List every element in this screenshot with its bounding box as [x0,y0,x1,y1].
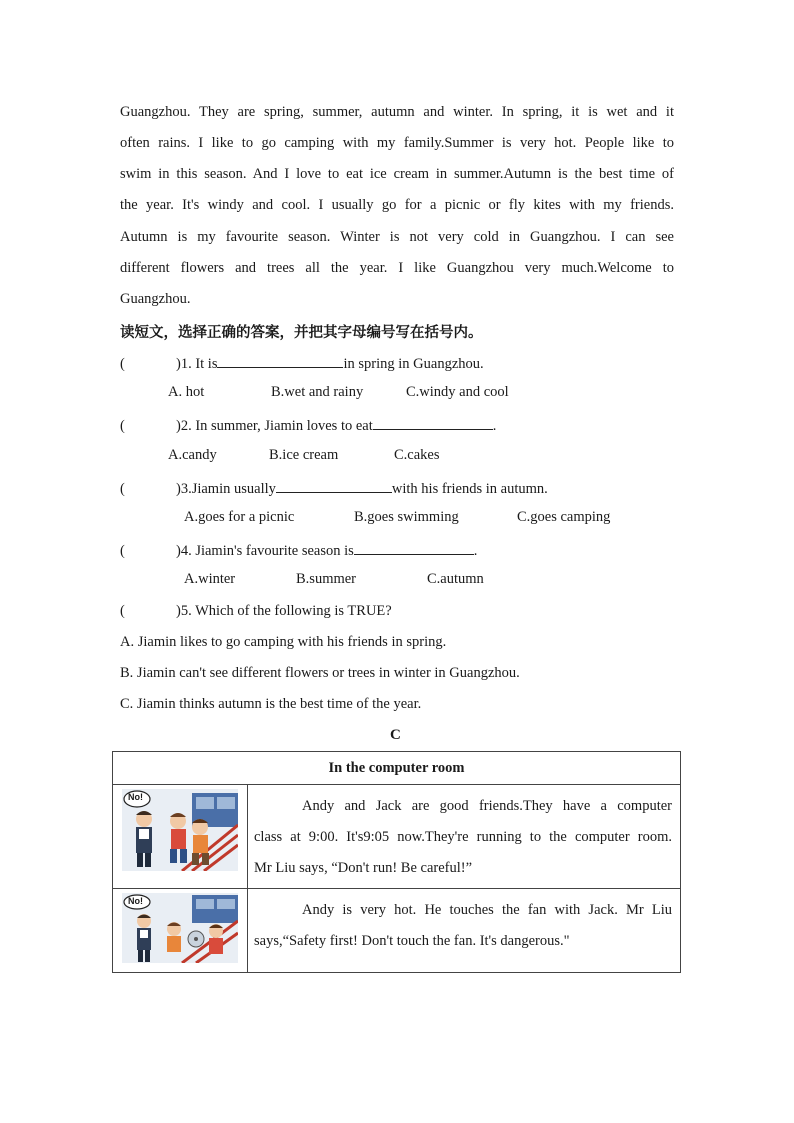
story-line: Andy and Jack are good friends.They have a computer [302,798,672,814]
comic-cell [113,785,248,889]
story-text-cell [248,785,681,889]
story-table [112,751,681,973]
answer-blank[interactable] [373,415,493,430]
question-4 [120,540,477,560]
answer-blank[interactable] [276,478,392,493]
passage-line: different flowers and trees all the year. I like Guangzhou very much.Welcome to [120,260,674,276]
passage-line: Guangzhou. [120,291,191,307]
passage-line: Guangzhou. They are spring, summer, autumn and winter. In spring, it is wet and it [120,104,674,120]
option-a[interactable]: A.winter [184,571,236,587]
option-a[interactable]: A. hot [168,384,205,400]
option-a[interactable]: A.goes for a picnic [184,509,295,525]
option-b[interactable]: B.wet and rainy [271,384,364,400]
answer-paren[interactable]: ( [120,543,125,559]
question-5 [120,603,392,620]
question-text: )2. In summer, Jiamin loves to eat [176,418,373,434]
question-text: )4. Jiamin's favourite season is [176,543,354,559]
option-b[interactable]: B.goes swimming [354,509,459,525]
question-3 [120,478,548,498]
answer-blank[interactable] [217,353,343,368]
question-text: )1. It is [176,356,218,372]
story-line: class at 9:00. It's9:05 now.They're running to the computer room. [254,829,672,845]
question-text: )3.Jiamin usually [176,481,276,497]
question-text: . [492,418,497,434]
comic-cell [113,889,248,973]
comic-picture-running [122,789,238,871]
question-1 [120,353,484,373]
question-text: with his friends in autumn. [391,481,548,497]
option-c[interactable]: C.cakes [394,447,440,463]
question-text: in spring in Guangzhou. [343,356,484,372]
question-text: )5. Which of the following is TRUE? [176,603,392,619]
story-text-cell [248,889,681,973]
passage-line: often rains. I like to go camping with my family.Summer is very hot. People like to [120,135,674,151]
passage-line: the year. It's windy and cool. I usually go for a picnic or fly kites with my friends. [120,197,674,213]
story-line: Mr Liu says, “Don't run! Be careful!” [254,860,473,876]
option-a[interactable]: A.candy [168,447,217,463]
answer-blank[interactable] [354,540,474,555]
option-c[interactable]: C. Jiamin thinks autumn is the best time of the year. [120,696,422,712]
option-c[interactable]: C.windy and cool [406,384,509,400]
answer-paren[interactable]: ( [120,356,125,372]
instruction-heading: 读短文，选择正确的答案，并把其字母编号写在括号内。 [120,325,483,341]
option-c[interactable]: C.autumn [427,571,484,587]
question-text: . [473,543,478,559]
story-line: Andy is very hot. He touches the fan with Jack. Mr Liu [302,902,672,918]
speech-bubble-text: No! [128,792,143,802]
option-a[interactable]: A. Jiamin likes to go camping with his friends in spring. [120,634,447,650]
option-b[interactable]: B.ice cream [269,447,339,463]
question-2 [120,415,496,435]
table-title: In the computer room [113,752,681,785]
comic-picture-fan [122,893,238,963]
option-b[interactable]: B.summer [296,571,357,587]
story-line: says,“Safety first! Don't touch the fan. It's dangerous." [254,933,570,949]
answer-paren[interactable]: ( [120,481,125,497]
speech-bubble-text: No! [128,896,143,906]
answer-paren[interactable]: ( [120,603,125,619]
option-b[interactable]: B. Jiamin can't see different flowers or trees in winter in Guangzhou. [120,665,520,681]
passage-line: Autumn is my favourite season. Winter is not very cold in Guangzhou. I can see [120,229,674,245]
passage-line: swim in this season. And I love to eat ice cream in summer.Autumn is the best time of [120,166,674,182]
option-c[interactable]: C.goes camping [517,509,611,525]
section-c-label: C [390,727,401,743]
answer-paren[interactable]: ( [120,418,125,434]
